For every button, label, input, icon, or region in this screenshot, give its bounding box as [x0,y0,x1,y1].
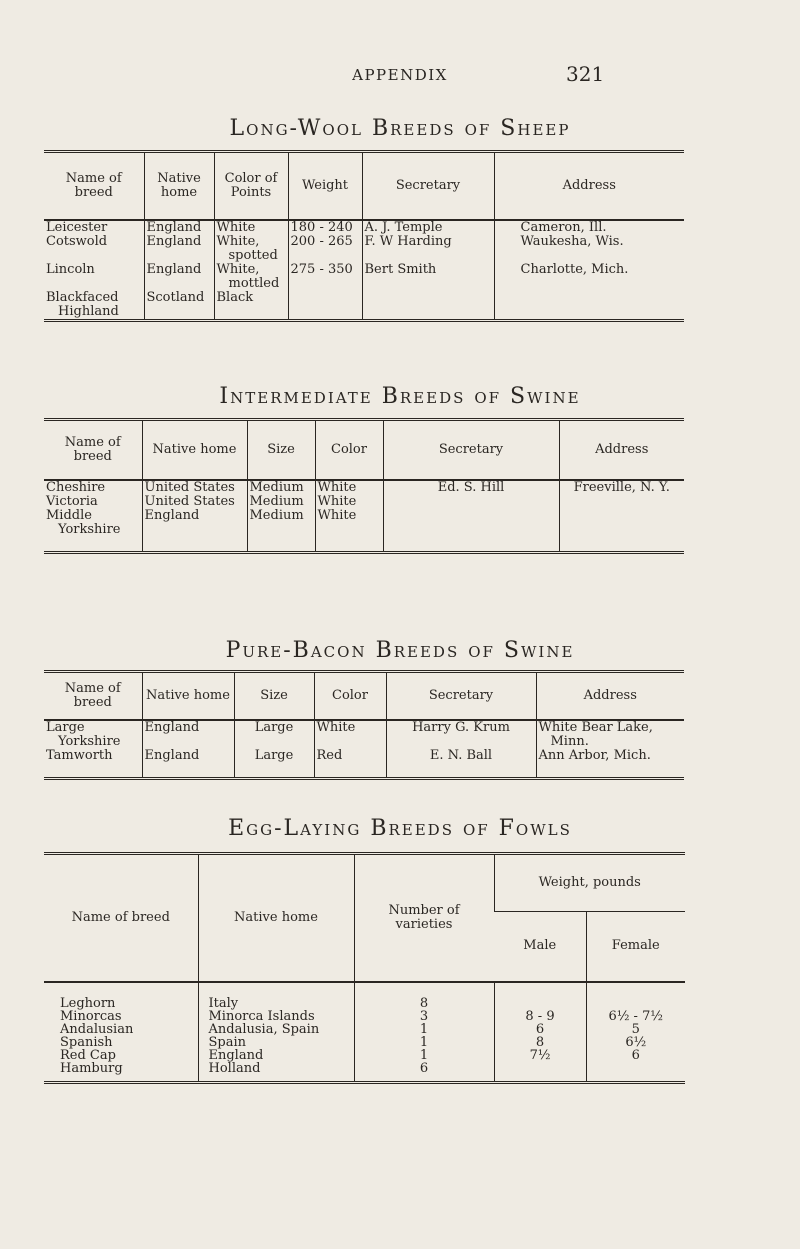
swine-intermediate-table [44,418,684,554]
cell: Medium [247,509,315,553]
cell: England [144,263,214,291]
cell: 8 [419,995,429,1011]
cell: Large [234,720,314,749]
cell: Italy [208,995,239,1011]
cell: Hamburg [60,1060,123,1076]
fowl-names [44,982,198,1083]
cell: 6 [535,1021,545,1037]
cell: Holland [208,1060,261,1076]
col-header: Weight [288,152,362,220]
page-number: 321 [566,62,605,86]
col-header: Color [315,420,383,480]
cell [288,291,362,321]
cell [383,509,559,553]
cell: Cameron, Ill. [494,220,684,235]
sheep-table [44,150,684,322]
col-header: Name of breed [44,152,144,220]
cell: White [315,495,383,509]
cell: England [142,509,247,553]
cell: England [142,720,234,749]
cell: 8 [535,1034,545,1050]
cell: 5 [631,1021,640,1037]
cell: Harry G. Krum [386,720,536,749]
cell [362,291,494,321]
cell: 8 - 9 [525,1008,555,1024]
col-header: Color of Points [214,152,288,220]
fowls-table [44,852,685,1084]
cell: Medium [247,480,315,495]
cell: Victoria [46,493,98,509]
cell: Waukesha, Wis. [494,235,684,263]
cell: Spain [208,1034,247,1050]
cell: Minorcas [60,1008,122,1024]
running-head: APPENDIX [352,66,448,84]
cell: Medium [247,495,315,509]
cell: A. J. Temple [362,220,494,235]
table-row [44,982,685,1083]
cell: 7½ [529,1047,551,1063]
cell: White, mottled [214,263,288,291]
section-title-swine-bacon: Pure-Bacon Breeds of Swine [225,638,575,663]
cell: Bert Smith [362,263,494,291]
col-header: Name of breed [44,854,198,982]
cell: Leghorn [60,995,116,1011]
cell: Middle Yorkshire [46,507,121,537]
cell: 1 [419,1034,429,1050]
col-header-group: Weight, pounds [494,854,685,912]
table-row [44,509,684,553]
cell: White [214,220,288,235]
table-row [44,749,684,779]
cell: 180 - 240 [288,220,362,235]
col-header: Address [559,420,684,480]
col-header: Name of breed [44,672,142,720]
fowl-female-weights [586,982,685,1083]
col-header: Native home [142,672,234,720]
cell: Spanish [60,1034,113,1050]
cell: England [144,235,214,263]
cell [383,495,559,509]
swine-bacon-table [44,670,684,780]
cell: Red Cap [60,1047,116,1063]
cell: E. N. Ball [386,749,536,779]
table-row [44,291,684,321]
fowl-varieties [354,982,494,1083]
cell [559,509,684,553]
cell: Cotswold [46,233,108,249]
cell: 6 [631,1047,640,1063]
col-header: Native home [142,420,247,480]
col-header: Size [247,420,315,480]
table-row [44,495,684,509]
cell: Cheshire [46,479,106,495]
section-title-fowls: Egg-Laying Breeds of Fowls [228,816,572,841]
cell: 200 - 265 [288,235,362,263]
cell: 1 [419,1021,429,1037]
table-row [44,235,684,263]
cell [499,1062,582,1075]
col-header: Size [234,672,314,720]
table-row [44,480,684,495]
cell: Tamworth [46,747,113,763]
cell: White [314,720,386,749]
cell: 6½ [625,1034,647,1050]
col-header: Address [536,672,684,720]
cell: England [208,1047,264,1063]
cell: Large [234,749,314,779]
cell: 3 [419,1008,429,1024]
table-row [44,220,684,235]
cell: Minorca Islands [208,1008,315,1024]
cell [559,495,684,509]
col-header: Secretary [383,420,559,480]
cell: Black [214,291,288,321]
cell: Lincoln [46,261,95,277]
cell: Red [314,749,386,779]
section-title-swine-intermediate: Intermediate Breeds of Swine [219,384,581,409]
cell: White [315,509,383,553]
cell [494,291,684,321]
cell: Ann Arbor, Mich. [536,749,684,779]
cell: White [315,480,383,495]
col-header: Native home [144,152,214,220]
cell: Andalusia, Spain [208,1021,320,1037]
cell: Freeville, N. Y. [559,480,684,495]
col-header: Native home [198,854,354,982]
fowl-male-weights [494,982,586,1083]
cell: United States [142,495,247,509]
table-row [44,720,684,749]
cell: United States [142,480,247,495]
table-row [44,263,684,291]
col-header: Color [314,672,386,720]
col-header: Female [586,912,685,982]
cell: F. W Harding [362,235,494,263]
col-header: Secretary [362,152,494,220]
cell: Blackfaced Highland [46,289,119,319]
cell: Ed. S. Hill [383,480,559,495]
cell: Andalusian [60,1021,134,1037]
cell: White Bear Lake, Minn. [536,720,684,749]
cell [499,997,582,1010]
cell [591,1062,682,1075]
cell: England [142,749,234,779]
col-header: Male [494,912,586,982]
col-header: Number of varieties [354,854,494,982]
fowl-homes [198,982,354,1083]
cell: 6 [419,1060,429,1076]
cell [591,997,682,1010]
cell: Scotland [144,291,214,321]
section-title-sheep: Long-Wool Breeds of Sheep [229,116,571,141]
col-header: Secretary [386,672,536,720]
cell: England [144,220,214,235]
cell: Charlotte, Mich. [494,263,684,291]
cell: 6½ - 7½ [608,1008,663,1024]
col-header: Name of breed [44,420,142,480]
cell: 1 [419,1047,429,1063]
cell: 275 - 350 [288,263,362,291]
col-header: Address [494,152,684,220]
cell: White, spotted [214,235,288,263]
cell: Large Yorkshire [46,719,121,749]
cell: Leicester [46,219,108,235]
